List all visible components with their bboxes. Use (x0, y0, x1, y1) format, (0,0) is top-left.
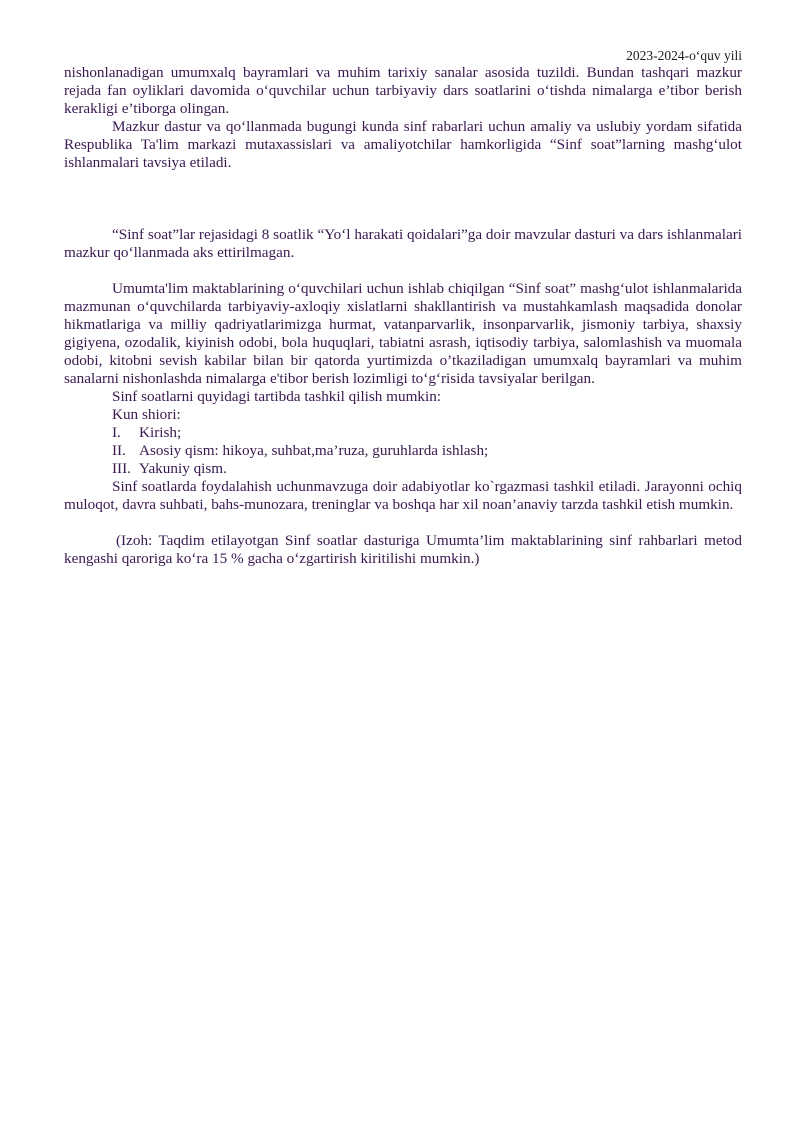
paragraph-note: (Izoh: Taqdim etilayotgan Sinf soatlar dasturiga Umumta’lim maktablarining sinf rahbarlari metod kengashi qaroriga ko‘ra 15 % gacha o‘zgartirish kiritilishi mumkin.) (64, 532, 742, 567)
list-item-text: Yakuniy qism. (139, 460, 227, 477)
list-item (112, 442, 742, 460)
section-list (64, 424, 742, 478)
paragraph-organization-order: Sinf soatlarni quyidagi tartibda tashkil qilish mumkin: (112, 388, 442, 405)
paragraph-intro-continued: nishonlanadigan umumxalq bayramlari va muhim tarixiy sanalar asosida tuzildi. Bundan tashqari mazkur rejada fan oyliklari davomida o‘quvchilar uchun tarbiyaviy dars soatlarini o‘tishda nimalarga e’tibor berish kerakligi e’tiborga olingan. (64, 64, 742, 117)
paragraph-day-motto: Kun shiori: (112, 406, 181, 423)
list-item-number: III. (112, 460, 131, 477)
spacer (64, 262, 742, 280)
list-item (112, 460, 742, 478)
paragraph-manual-recommendation: Mazkur dastur va qo‘llanmada bugungi kunda sinf rabarlari uchun amaliy va uslubiy yordam sifatida Respublika Ta'lim markazi mutaxassislari va amaliyotchilar hamkorligida “Sinf soat”larning mashg‘ulot ishlanmalari tavsiya etiladi. (64, 118, 742, 171)
paragraph-traffic-rules-note: “Sinf soat”lar rejasidagi 8 soatlik “Yo‘l harakati qoidalari”ga doir mavzular dasturi va dars ishlanmalari mazkur qo‘llanmada aks ettirilmagan. (64, 226, 742, 261)
spacer (64, 514, 742, 532)
document-body (64, 64, 742, 568)
list-item-number: I. (112, 424, 121, 441)
list-item-text: Asosiy qism: hikoya, suhbat,ma’ruza, guruhlarda ishlash; (139, 442, 489, 459)
list-item (112, 424, 742, 442)
spacer (64, 172, 742, 226)
page-header-year: 2023-2024-o‘quv yili (626, 48, 742, 63)
paragraph-class-hour-content: Umumta'lim maktablarining o‘quvchilari uchun ishlab chiqilgan “Sinf soat” mashg‘ulot ishlanmalarida mazmunan o‘quvchilarda tarbiyaviy-axloqiy xislatlarni shakllantirish va mustahkamlash maqsadida donolar hikmatlariga va milliy qadriyatlarimizga hurmat, vatanparvarlik, insonparvarlik, jismoniy tarbiya, shaxsiy gigiyena, ozodalik, kiyinish odobi, bola huquqlari, tabiatni asrash, iqtisodiy tarbiya, salomlashish va muomala odobi, kitobni sevish kabilar bilan bir qatorda yurtimizda o’tkaziladigan umumxalq bayramlari va muhim sanalarni nishonlashda nimalarga e'tibor berish lozimligi to‘g‘risida tavsiyalar berilgan. (64, 280, 742, 387)
list-item-number: II. (112, 442, 126, 459)
paragraph-literature-exhibition: Sinf soatlarda foydalahish uchunmavzuga doir adabiyotlar ko`rgazmasi tashkil etiladi. Jarayonni ochiq muloqot, davra suhbati, bahs-munozara, treninglar va boshqa har xil noan’anaviy tarzda tashkil etish mumkin. (64, 478, 742, 513)
list-item-text: Kirish; (139, 424, 182, 441)
